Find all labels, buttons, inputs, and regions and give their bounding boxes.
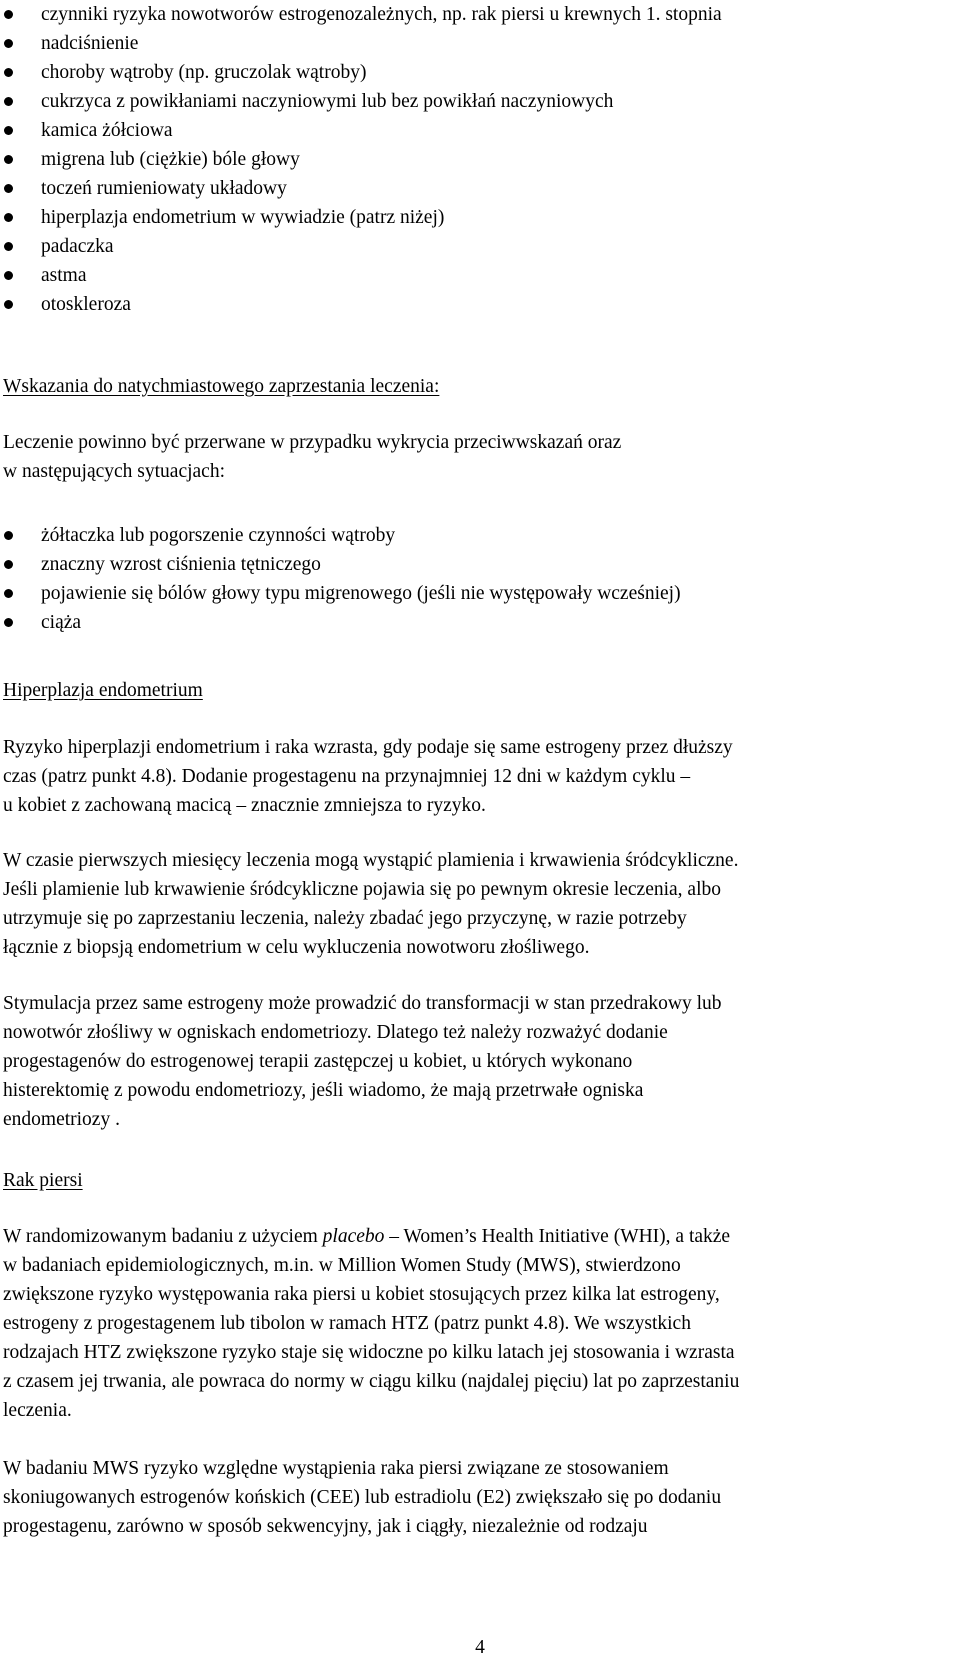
withdrawal-list [3,521,953,637]
hyperplasia-paragraph-1 [3,733,953,820]
hyperplasia-paragraph-2 [3,846,953,962]
italic-term: placebo [322,1226,385,1247]
bullet-icon [4,68,13,77]
list-item-text: czynniki ryzyka nowotworów estrogenozależnych, np. rak piersi u krewnych 1. stopnia [41,4,722,25]
list-item [3,550,953,579]
hyperplasia-paragraph-3 [3,989,953,1134]
list-item-text: migrena lub (ciężkie) bóle głowy [41,149,300,170]
bullet-icon [4,618,13,627]
text-line: W badaniu MWS ryzyko względne wystąpienia raka piersi związane ze stosowaniem [3,1458,669,1479]
bullet-icon [4,271,13,280]
list-item-text: toczeń rumieniowaty układowy [41,178,287,199]
text-line: w badaniach epidemiologicznych, m.in. w Million Women Study (MWS), stwierdzono [3,1255,681,1276]
bullet-icon [4,213,13,222]
list-item [3,0,953,29]
text-line: nowotwór złośliwy w ogniskach endometriozy. Dlatego też należy rozważyć dodanie [3,1022,668,1043]
text-line: Stymulacja przez same estrogeny może prowadzić do transformacji w stan przedrakowy lub [3,993,722,1014]
text-line: skoniugowanych estrogenów końskich (CEE) lub estradiolu (E2) zwiększało się po dodaniu [3,1487,722,1508]
bullet-icon [4,155,13,164]
withdrawal-section [3,372,953,401]
bullet-icon [4,97,13,106]
list-item [3,87,953,116]
list-item [3,608,953,637]
text-run: W randomizowanym badaniu z użyciem [3,1226,323,1247]
list-item-text: pojawienie się bólów głowy typu migrenowego (jeśli nie występowały wcześniej) [41,583,681,604]
text-line: progestagenów do estrogenowej terapii zastępczej u kobiet, u których wykonano [3,1051,633,1072]
bullet-icon [4,242,13,251]
text-line [3,1222,953,1251]
breast-cancer-heading: Rak piersi [3,1170,83,1191]
withdrawal-list-section [3,521,953,637]
hyperplasia-section [3,676,953,705]
list-item [3,579,953,608]
list-item-text: astma [41,265,87,286]
bullet-icon [4,531,13,540]
breast-cancer-paragraph-1 [3,1222,953,1425]
text-line: W czasie pierwszych miesięcy leczenia mogą wystąpić plamienia i krwawienia śródcykliczne. [3,850,739,871]
list-item-text: znaczny wzrost ciśnienia tętniczego [41,554,321,575]
list-item [3,521,953,550]
bullet-icon [4,589,13,598]
list-item-text: choroby wątroby (np. gruczolak wątroby) [41,62,367,83]
list-item-text: kamica żółciowa [41,120,173,141]
bullet-icon [4,560,13,569]
withdrawal-heading: Wskazania do natychmiastowego zaprzestania leczenia: [3,376,440,397]
text-line: utrzymuje się po zaprzestaniu leczenia, należy zbadać jego przyczynę, w razie potrzeby [3,908,687,929]
risk-factors-section [3,0,953,319]
list-item [3,174,953,203]
breast-cancer-paragraph-2 [3,1454,953,1541]
text-line: łącznie z biopsją endometrium w celu wykluczenia nowotworu złośliwego. [3,937,590,958]
list-item [3,261,953,290]
list-item [3,145,953,174]
bullet-icon [4,39,13,48]
bullet-icon [4,300,13,309]
bullet-icon [4,126,13,135]
text-line: Leczenie powinno być przerwane w przypadku wykrycia przeciwwskazań oraz [3,432,622,453]
list-item-text: hiperplazja endometrium w wywiadzie (patrz niżej) [41,207,445,228]
text-line: Ryzyko hiperplazji endometrium i raka wzrasta, gdy podaje się same estrogeny przez dłuższy [3,737,733,758]
text-line: Jeśli plamienie lub krwawienie śródcykliczne pojawia się po pewnym okresie leczenia, albo [3,879,722,900]
text-line: estrogeny z progestagenem lub tibolon w ramach HTZ (patrz punkt 4.8). We wszystkich [3,1313,691,1334]
list-item [3,58,953,87]
text-line: u kobiet z zachowaną macicą – znacznie zmniejsza to ryzyko. [3,795,486,816]
hyperplasia-heading: Hiperplazja endometrium [3,680,203,701]
bullet-icon [4,184,13,193]
text-line: leczenia. [3,1400,72,1421]
list-item [3,232,953,261]
text-line: zwiększone ryzyko występowania raka piersi u kobiet stosujących przez kilka lat estrogeny, [3,1284,720,1305]
text-line: w następujących sytuacjach: [3,461,225,482]
text-run: – Women’s Health Initiative (WHI), a także [384,1226,731,1247]
list-item-text: nadciśnienie [41,33,139,54]
list-item [3,29,953,58]
bullet-icon [4,10,13,19]
withdrawal-intro [3,428,953,486]
list-item-text: żółtaczka lub pogorszenie czynności wątroby [41,525,396,546]
text-line: rodzajach HTZ zwiększone ryzyko staje się widoczne po kilku latach jej stosowania i wzrasta [3,1342,735,1363]
risk-factors-list [3,0,953,319]
text-line: histerektomię z powodu endometriozy, jeśli wiadomo, że mają przetrwałe ogniska [3,1080,644,1101]
list-item-text: ciąża [41,612,82,633]
text-line: endometriozy . [3,1109,120,1130]
breast-cancer-section [3,1166,953,1195]
list-item-text: otoskleroza [41,294,131,315]
list-item [3,290,953,319]
list-item-text: padaczka [41,236,114,257]
list-item [3,116,953,145]
list-item-text: cukrzyca z powikłaniami naczyniowymi lub bez powikłań naczyniowych [41,91,614,112]
text-line: czas (patrz punkt 4.8). Dodanie progestagenu na przynajmniej 12 dni w każdym cyklu – [3,766,691,787]
text-line: z czasem jej trwania, ale powraca do normy w ciągu kilku (najdalej pięciu) lat po zaprzestaniu [3,1371,740,1392]
page-number: 4 [475,1637,485,1658]
text-line: progestagenu, zarówno w sposób sekwencyjny, jak i ciągły, niezależnie od rodzaju [3,1516,648,1537]
list-item [3,203,953,232]
